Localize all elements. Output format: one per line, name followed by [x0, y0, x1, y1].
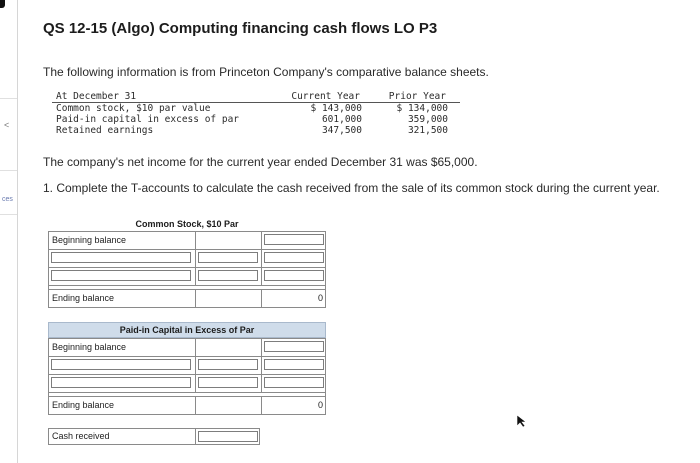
sidebar-tab [0, 0, 5, 8]
header-date-label: At December 31 [56, 91, 137, 102]
balance-sheet-row [52, 125, 462, 136]
cash-received-label: Cash received [52, 431, 110, 441]
debit-description-input[interactable] [51, 359, 191, 370]
t-account-title: Common Stock, $10 Par [135, 219, 239, 229]
credit-cell [261, 357, 327, 374]
entry-row [48, 375, 326, 393]
beginning-balance-label: Beginning balance [52, 235, 127, 245]
credit-amount-input[interactable] [264, 252, 324, 263]
intro-text: The following information is from Princeton Company's comparative balance sheets. [43, 65, 489, 79]
row-label: Common stock, $10 par value [56, 103, 211, 114]
entry-row [48, 268, 326, 286]
net-income-text: The company's net income for the current year ended December 31 was $65,000. [43, 155, 478, 169]
debit-amount-input[interactable] [198, 270, 258, 281]
debit-cell [195, 268, 261, 285]
credit-description-input[interactable] [51, 270, 191, 281]
ending-balance-row [48, 396, 326, 415]
header-prior-year: Prior Year [388, 91, 446, 102]
row-current: 601,000 [321, 114, 362, 125]
debit-cell [195, 357, 261, 374]
debit-amount-input[interactable] [198, 359, 258, 370]
credit-cell [261, 250, 327, 267]
question-text: 1. Complete the T-accounts to calculate the cash received from the sale of its common stock during the current year. [43, 181, 660, 195]
ending-balance-value: 0 [261, 397, 327, 414]
collapse-chevron-icon[interactable]: < [4, 120, 10, 130]
row-current: 347,500 [321, 125, 362, 136]
ending-balance-label: Ending balance [52, 400, 115, 410]
balance-sheet-header [52, 91, 460, 103]
entry-row [48, 250, 326, 268]
debit-cell [195, 339, 261, 356]
left-sidebar [0, 0, 18, 463]
entry-label-cell [49, 375, 195, 392]
beginning-balance-label: Beginning balance [52, 342, 127, 352]
credit-amount-input[interactable] [264, 377, 324, 388]
beginning-balance-input[interactable] [264, 234, 324, 245]
debit-cell [195, 232, 261, 249]
mouse-pointer-icon [516, 414, 528, 428]
ending-balance-label: Ending balance [52, 293, 115, 303]
beginning-balance-row [48, 231, 326, 250]
debit-amount-input[interactable] [198, 252, 258, 263]
cash-received-row [48, 428, 260, 445]
debit-cell [195, 397, 261, 414]
credit-cell [261, 268, 327, 285]
row-prior: 321,500 [407, 125, 448, 136]
credit-amount-input[interactable] [264, 359, 324, 370]
balance-sheet-row [52, 114, 462, 125]
question-title: QS 12-15 (Algo) Computing financing cash flows LO P3 [43, 20, 438, 37]
balance-sheet-table [52, 91, 462, 136]
beginning-balance-input[interactable] [264, 341, 324, 352]
debit-cell [195, 375, 261, 392]
sidebar-label[interactable]: ces [2, 196, 13, 203]
debit-cell [195, 290, 261, 307]
ending-balance-value: 0 [261, 290, 327, 307]
header-current-year: Current Year [291, 91, 360, 102]
entry-label-cell [49, 268, 195, 285]
ending-balance-row [48, 289, 326, 308]
credit-cell [261, 232, 327, 249]
beginning-balance-row [48, 338, 326, 357]
entry-label-cell [49, 250, 195, 267]
t-account-title: Paid-in Capital in Excess of Par [48, 322, 326, 338]
sidebar-divider [0, 170, 17, 171]
debit-cell [195, 250, 261, 267]
row-prior: $ 134,000 [396, 103, 448, 114]
debit-amount-input[interactable] [198, 377, 258, 388]
sidebar-divider [0, 98, 17, 99]
row-label: Paid-in capital in excess of par [56, 114, 240, 125]
credit-cell [261, 339, 327, 356]
t-account-paid-in-capital [48, 322, 326, 415]
cash-received-cell [195, 429, 261, 444]
row-current: $ 143,000 [310, 103, 362, 114]
credit-description-input[interactable] [51, 377, 191, 388]
credit-amount-input[interactable] [264, 270, 324, 281]
sidebar-divider [0, 214, 17, 215]
row-label: Retained earnings [56, 125, 154, 136]
credit-cell [261, 375, 327, 392]
row-prior: 359,000 [407, 114, 448, 125]
entry-row [48, 357, 326, 375]
debit-description-input[interactable] [51, 252, 191, 263]
balance-sheet-row [52, 103, 462, 114]
entry-label-cell [49, 357, 195, 374]
t-account-common-stock [48, 217, 326, 308]
cash-received-input[interactable] [198, 431, 258, 442]
